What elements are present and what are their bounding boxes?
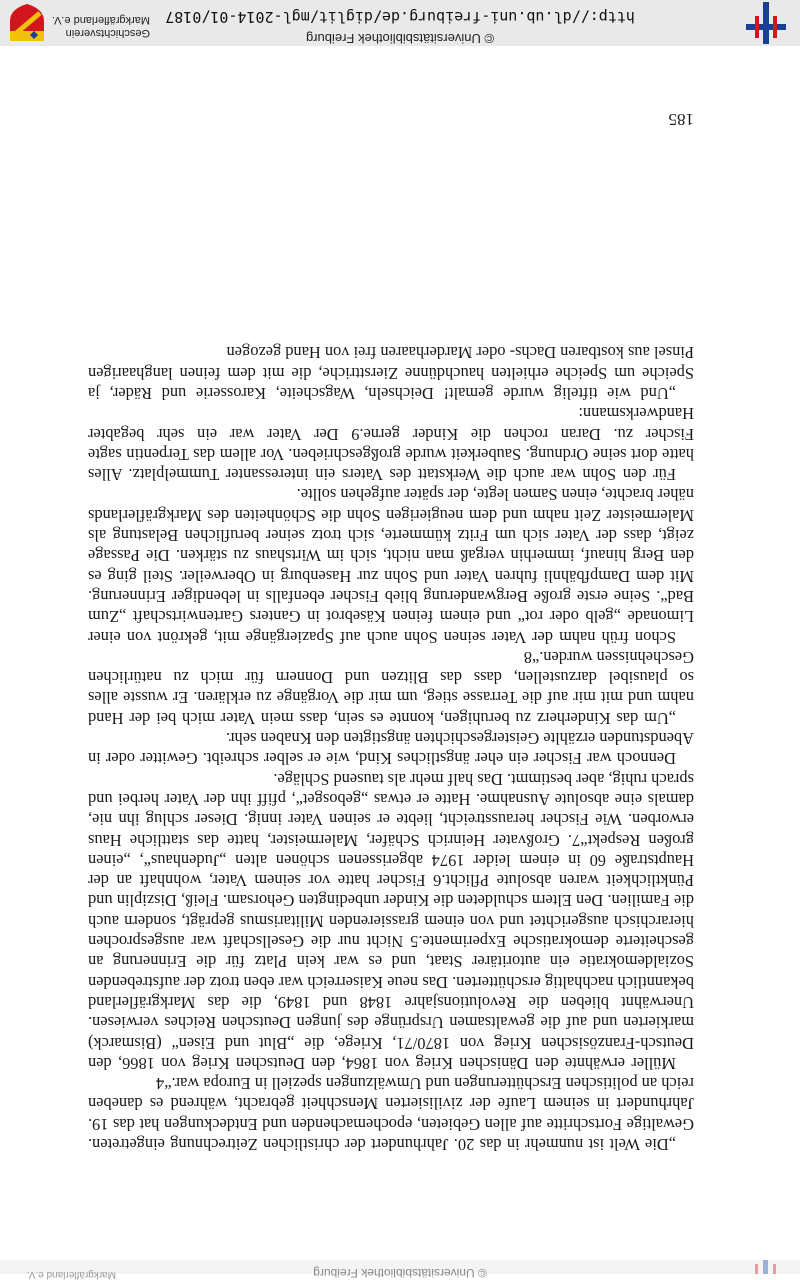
paragraph: „Und wie tiftelig wurde gemalt! Deichseln, Wagscheite, Karosserie und Räder, ja Speiche um Speiche erhielten hauchdünne Ziersttriche, die mit dem feinen langhaarigen Pinsel aus kostbaren Dachs- oder Marderhaaren frei von Hand gezogen <box>88 343 694 404</box>
paragraph: Für den Sohn war auch die Werkstatt des Vaters ein interessanter Tummelplatz. Alles hatte dort seine Ordnung. Sauberkeit wurde großgeschrieben. Vor allem das Terpentin sagte Fischer zu. Daran rochen die Kinder gerne.9 Der Vater war ein sehr begabter Handwerksmann: <box>88 404 694 485</box>
society-logo <box>0 3 150 43</box>
viewer-header-band <box>0 0 800 46</box>
faint-org-name: Markgräflerland e.V. <box>26 1269 116 1280</box>
faint-logo-icon <box>750 1260 780 1274</box>
paragraph: „Die Welt ist nunmehr in das 20. Jahrhundert der christlichen Zeitrechnung eingetreten. Gewaltige Fortschritte auf allen Gebieten, epochemachenden und Entdeckungen hat das 19. Jahrhundert in seinem Laufe der zivilisierten Menschheit gebracht, während es daneben reich an politischen Erschütterungen und Umwälzungen speziell in Europa war.“4 <box>88 1074 694 1154</box>
copyright-notice: © Universitätsbibliothek Freiburg <box>305 31 495 46</box>
society-name-line2: Markgräflerland e.V. <box>51 14 150 26</box>
paragraph: Schon früh nahm der Vater seinen Sohn auch auf Spaziergänge mit, gekrönt von einer Limonade „gelb oder rot“ und einem feinen Käsebrot in Ganters Gartenwirtschaft „Zum Bad“. Seine erste große Bergwanderung blieb Fischer ebenfalls in lebendiger Erinnerung. Mit dem Dampfbähnli fuhren Vater und Sohn zur Hasenburg in Oberweiler. Steil ging es den Berg hinauf, immerhin vergaß man nicht, sich im Wirtshaus zu stärken. Die Passage zeigt, dass der Vater sich um Fritz kümmerte, sich trotz seiner beruflichen Belastung als Malermeister Zeit nahm und dem neugierigen Sohn die Schönheiten des Markgräflerlands näher brachte, einen Samen legte, der später aufgehen sollte. <box>88 485 694 647</box>
page-url-link[interactable]: http://dl.ub.uni-freiburg.de/diglit/mgl-2014-01/0187 <box>165 8 635 26</box>
paragraph: Dennoch war Fischer ein eher ängstliches Kind, wie er selber schreibt. Gewitter oder in Abendstunden erzählte Geistergeschichten ängstigten den Knaben sehr. <box>88 729 694 769</box>
page-number: 185 <box>668 110 694 129</box>
faint-copyright: © Universitätsbibliothek Freiburg <box>313 1266 487 1280</box>
faint-footer-band <box>0 1260 800 1280</box>
society-name-line1: Geschichtsverein <box>65 27 150 39</box>
heraldic-shield-icon <box>8 3 46 43</box>
page-body <box>88 110 694 1154</box>
body-text <box>88 342 694 1154</box>
society-name <box>50 13 150 39</box>
paragraph: Müller erwähnte den Dänischen Krieg von 1864, den Deutschen Krieg von 1866, den Deutsch-Französischen Krieg von 1870/71, Kriege, die „Blut und Eisen“ (Bismarck) markierten und auf die gewaltsamen Ursprünge des jungen Deutschen Reiches verwiesen. Unerwähnt blieben die Revolutionsjahre 1848 und 1849, die das Markgräflerland bekanntlich nachhaltig erschütterten. Das neue Kaiserreich war eben trotz der aufstrebenden Sozialdemokratie ein autoritärer Staat, und es war kein Platz für die Erinnerung an gescheiterte demokratische Experimente.5 Nicht nur die Gesellschaft war ausgesprochen hierarchisch ausgerichtet und von einem grassierenden Militarismus geprägt, sondern auch die Familien. Den Eltern schuldeten die Kinder unbedingten Gehorsam. Fleiß, Disziplin und Pünktlichkeit waren absolute Pflicht.6 Fischer hatte vor seinem Vater, wohnhaft an der Hauptstraße 60 in einem leider 1974 abgerissenen schönen alten „Judenhaus“, „einen großen Respekt“7. Großvater Heinrich Schäfer, Malermeister, hatte das stattliche Haus erworben. Wie Fischer herausstreicht, liebte er seinen Vater innig. Dieser schlug ihn nie, damals eine absolute Ausnahme. Hatte er etwas „gebosget“, pfiff ihn der Vater herbei und sprach ruhig, aber bestimmt. Das half mehr als tausend Schläge. <box>88 769 694 1073</box>
university-library-logo-icon <box>746 2 786 44</box>
paragraph: „Um das Kinderherz zu beruhigen, konnte es sein, dass mein Vater mich bei der Hand nahm und mit mir auf die Terrasse stieg, um mir die Vorgänge zu erklären. Er wusste alles so plausibel darzustellen, dass das Blitzen und Donnern für mich zu natürlichen Geschehnissen wurden.“8 <box>88 647 694 728</box>
